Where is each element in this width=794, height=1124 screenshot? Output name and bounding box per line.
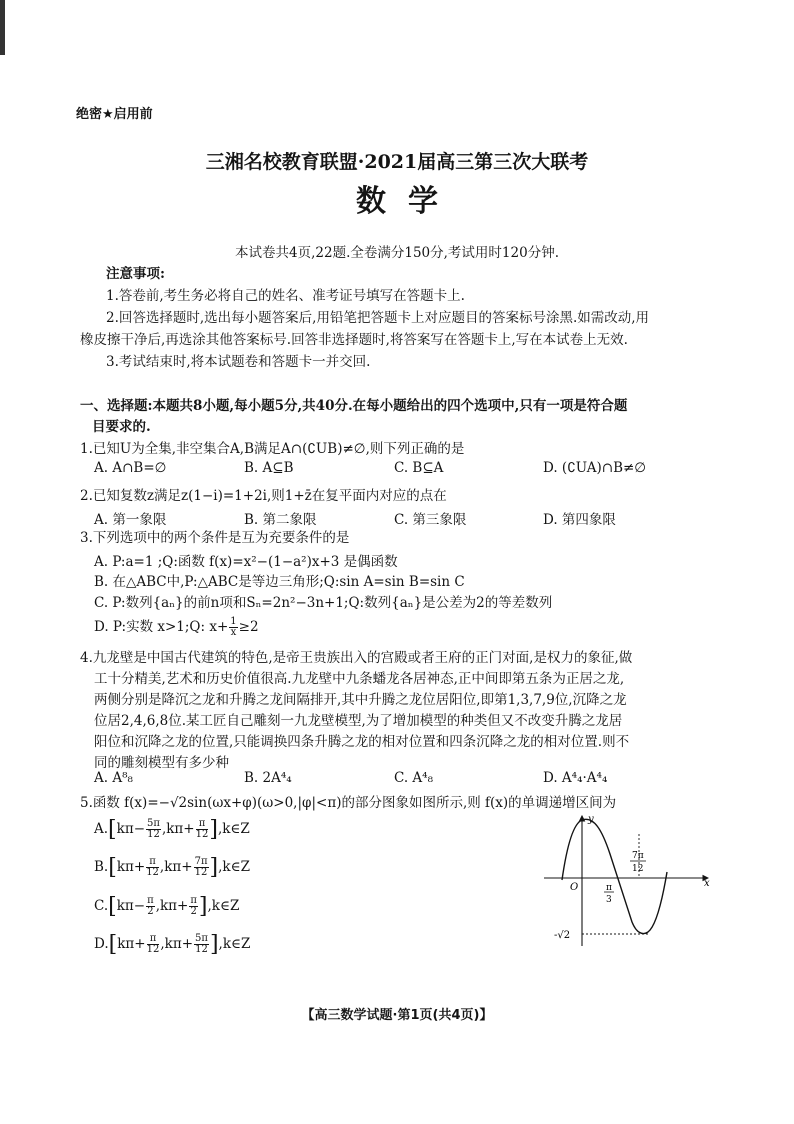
notice-item: 3.考试结束时,将本试题卷和答题卡一并交回. <box>106 354 371 370</box>
q3-option-a: A. P:a=1 ;Q:函数 f(x)=x²−(1−a²)x+3 是偶函数 <box>94 554 398 570</box>
min-value-label: -√2 <box>554 930 571 941</box>
q5-function-graph <box>540 810 720 950</box>
q3-option-c: C. P:数列{aₙ}的前n项和Sₙ=2n²−3n+1;Q:数列{aₙ}是公差为2的等差数列 <box>94 595 553 611</box>
notice-heading: 注意事项: <box>106 266 165 282</box>
y-axis-label: y <box>588 814 594 825</box>
q5-option-c: C.[kπ− $\frac{\pi}{2}$ ,kπ+ $\frac{\pi}{2}$ ],k∈Z <box>94 894 240 919</box>
page-footer: 【高三数学试题·第1页(共4页)】 <box>301 1008 493 1023</box>
q1-option-a: A. A∩B=∅ <box>94 460 167 476</box>
notice-item: 2.回答选择题时,选出每小题答案后,用铅笔把答题卡上对应题目的答案标号涂黑.如需改动,用 <box>106 310 650 326</box>
q5-option-a: A.[kπ− $\frac{5\pi}{12}$ ,kπ+ $\frac{\pi}{12}$ ],k∈Z <box>94 817 250 842</box>
fraction: $\frac{1}{x}$ <box>230 616 237 638</box>
q2-option-a: A. 第一象限 <box>94 512 167 528</box>
notice-item: 1.答卷前,考生务必将自己的姓名、准考证号填写在答题卡上. <box>106 288 465 304</box>
q4-option-c: C. A⁴₈ <box>394 770 434 786</box>
q4-option-a: A. A⁸₈ <box>94 770 133 786</box>
q5-stem: 5.函数 f(x)=−√2sin(ωx+φ)(ω>0,|φ|<π)的部分图象如图所示,则 f(x)的单调递增区间为 <box>80 795 617 811</box>
q4-line: 位居2,4,6,8位.某工匠自己雕刻一九龙壁模型,为了增加模型的种类但又不改变升腾之龙居 <box>94 713 623 729</box>
q3-option-d <box>94 615 259 638</box>
q2-option-b: B. 第二象限 <box>244 512 317 528</box>
q1-option-b: B. A⊆B <box>244 460 294 476</box>
q4-option-b: B. 2A⁴₄ <box>244 770 292 786</box>
q4-line: 同的雕刻模型有多少种 <box>94 755 229 771</box>
q3-stem: 3.下列选项中的两个条件是互为充要条件的是 <box>80 530 350 546</box>
q2-option-c: C. 第三象限 <box>394 512 467 528</box>
q3-option-d-tail: ≥2 <box>238 619 259 635</box>
q1-stem: 1.已知U为全集,非空集合A,B满足A∩(∁UB)≠∅,则下列正确的是 <box>80 441 465 457</box>
origin-label: O <box>570 882 579 893</box>
tick-label-pi3-den: 3 <box>606 895 612 905</box>
q4-line: 工十分精美,艺术和历史价值很高.九龙壁中九条蟠龙各居神态,正中间即第五条为正居之龙, <box>94 671 625 687</box>
q1-option-c: C. B⊆A <box>394 460 444 476</box>
tick-label-pi3-num: π <box>606 883 612 893</box>
notice-item: 橡皮擦干净后,再选涂其他答案标号.回答非选择题时,将答案写在答题卡上,写在本试卷上无效. <box>80 332 628 348</box>
q4-line: 两侧分别是降沉之龙和升腾之龙间隔排开,其中升腾之龙位居阳位,即第1,3,7,9位,沉降之龙 <box>94 692 627 708</box>
q2-stem: 2.已知复数z满足z(1−i)=1+2i,则1+z̄在复平面内对应的点在 <box>80 488 447 504</box>
confidential-label: 绝密★启用前 <box>76 107 153 122</box>
q4-line: 阳位和沉降之龙的位置,只能调换四条升腾之龙的相对位置和四条沉降之龙的相对位置.则不 <box>94 734 630 750</box>
q5-option-d: D.[kπ+ $\frac{\pi}{12}$ ,kπ+ $\frac{5\pi}{12}$ ],k∈Z <box>94 932 251 957</box>
subject-title: 数学 <box>356 184 460 219</box>
q1-option-d: D. (∁UA)∩B≠∅ <box>543 460 647 476</box>
x-axis-label: x <box>704 878 710 889</box>
q2-option-d: D. 第四象限 <box>543 512 616 528</box>
tick-label-7pi12-den: 12 <box>632 864 644 874</box>
q3-option-b: B. 在△ABC中,P:△ABC是等边三角形;Q:sin A=sin B=sin C <box>94 574 465 590</box>
q3-option-d-text: D. P:实数 x>1;Q: x+ <box>94 619 229 635</box>
scan-edge <box>0 0 5 55</box>
sine-curve <box>562 819 667 933</box>
section-heading-cont: 目要求的. <box>92 419 151 435</box>
q4-option-d: D. A⁴₄·A⁴₄ <box>543 770 608 786</box>
exam-intro: 本试卷共4页,22题.全卷满分150分,考试用时120分钟. <box>235 245 559 261</box>
tick-label-7pi12-num: 7π <box>632 851 644 861</box>
q4-line: 4.九龙壁是中国古代建筑的特色,是帝王贵族出入的宫殿或者王府的正门对面,是权力的象征,做 <box>80 650 633 666</box>
q5-option-b: B.[kπ+ $\frac{\pi}{12}$ ,kπ+ $\frac{7\pi}{12}$ ],k∈Z <box>94 855 250 880</box>
section-heading: 一、选择题:本题共8小题,每小题5分,共40分.在每小题给出的四个选项中,只有一项是符合题 <box>80 398 628 414</box>
exam-title: 三湘名校教育联盟·2021届高三第三次大联考 <box>205 151 589 173</box>
